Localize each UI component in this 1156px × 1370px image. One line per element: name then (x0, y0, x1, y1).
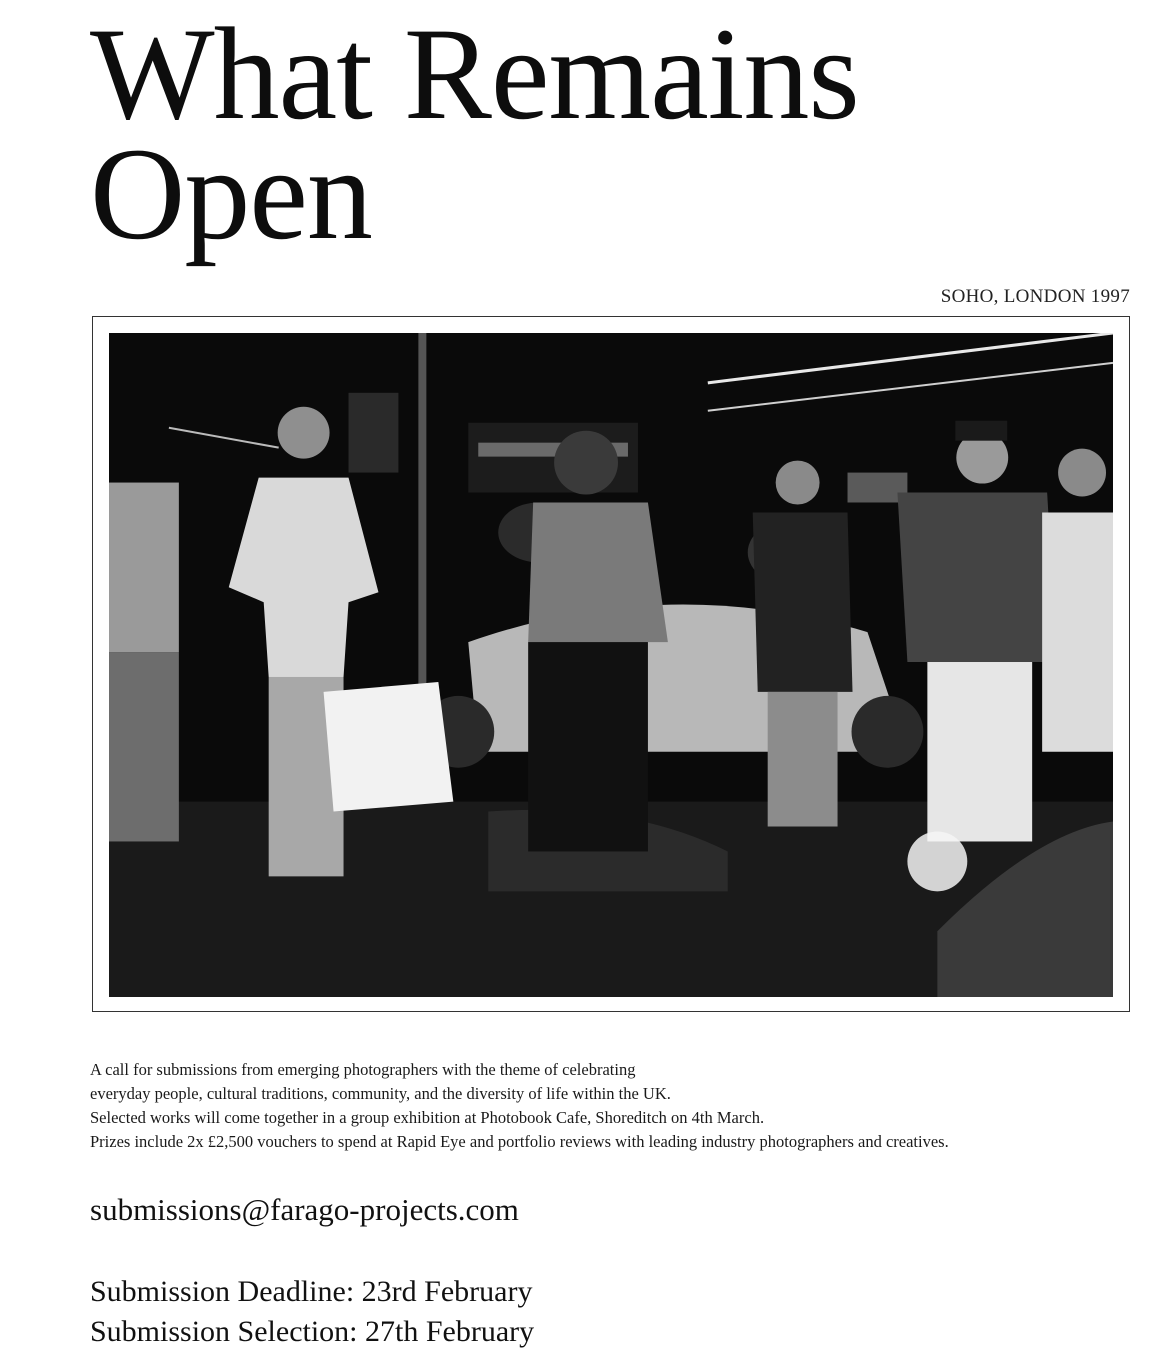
photo-frame (92, 316, 1130, 1012)
street-photograph (109, 333, 1113, 997)
street-scene-illustration (109, 333, 1113, 997)
call-for-submissions-text (90, 1058, 1140, 1154)
description-line-1: A call for submissions from emerging photographers with the theme of celebrating (90, 1060, 636, 1079)
description-line-2: everyday people, cultural traditions, community, and the diversity of life within the UK. (90, 1084, 671, 1103)
poster-title (90, 0, 859, 267)
submission-deadline: Submission Deadline: 23rd February (90, 1275, 533, 1308)
description-line-4: Prizes include 2x £2,500 vouchers to spend at Rapid Eye and portfolio reviews with leading industry photographers and creatives. (90, 1132, 949, 1151)
photo-caption: SOHO, LONDON 1997 (940, 286, 1130, 307)
submission-dates (90, 1272, 534, 1352)
title-line-1: What Remains (90, 0, 859, 147)
title-line-2: Open (90, 120, 372, 267)
description-line-3: Selected works will come together in a group exhibition at Photobook Cafe, Shoreditch on 4th March. (90, 1108, 765, 1127)
submission-email: submissions@farago-projects.com (90, 1192, 519, 1227)
submission-selection: Submission Selection: 27th February (90, 1315, 535, 1348)
